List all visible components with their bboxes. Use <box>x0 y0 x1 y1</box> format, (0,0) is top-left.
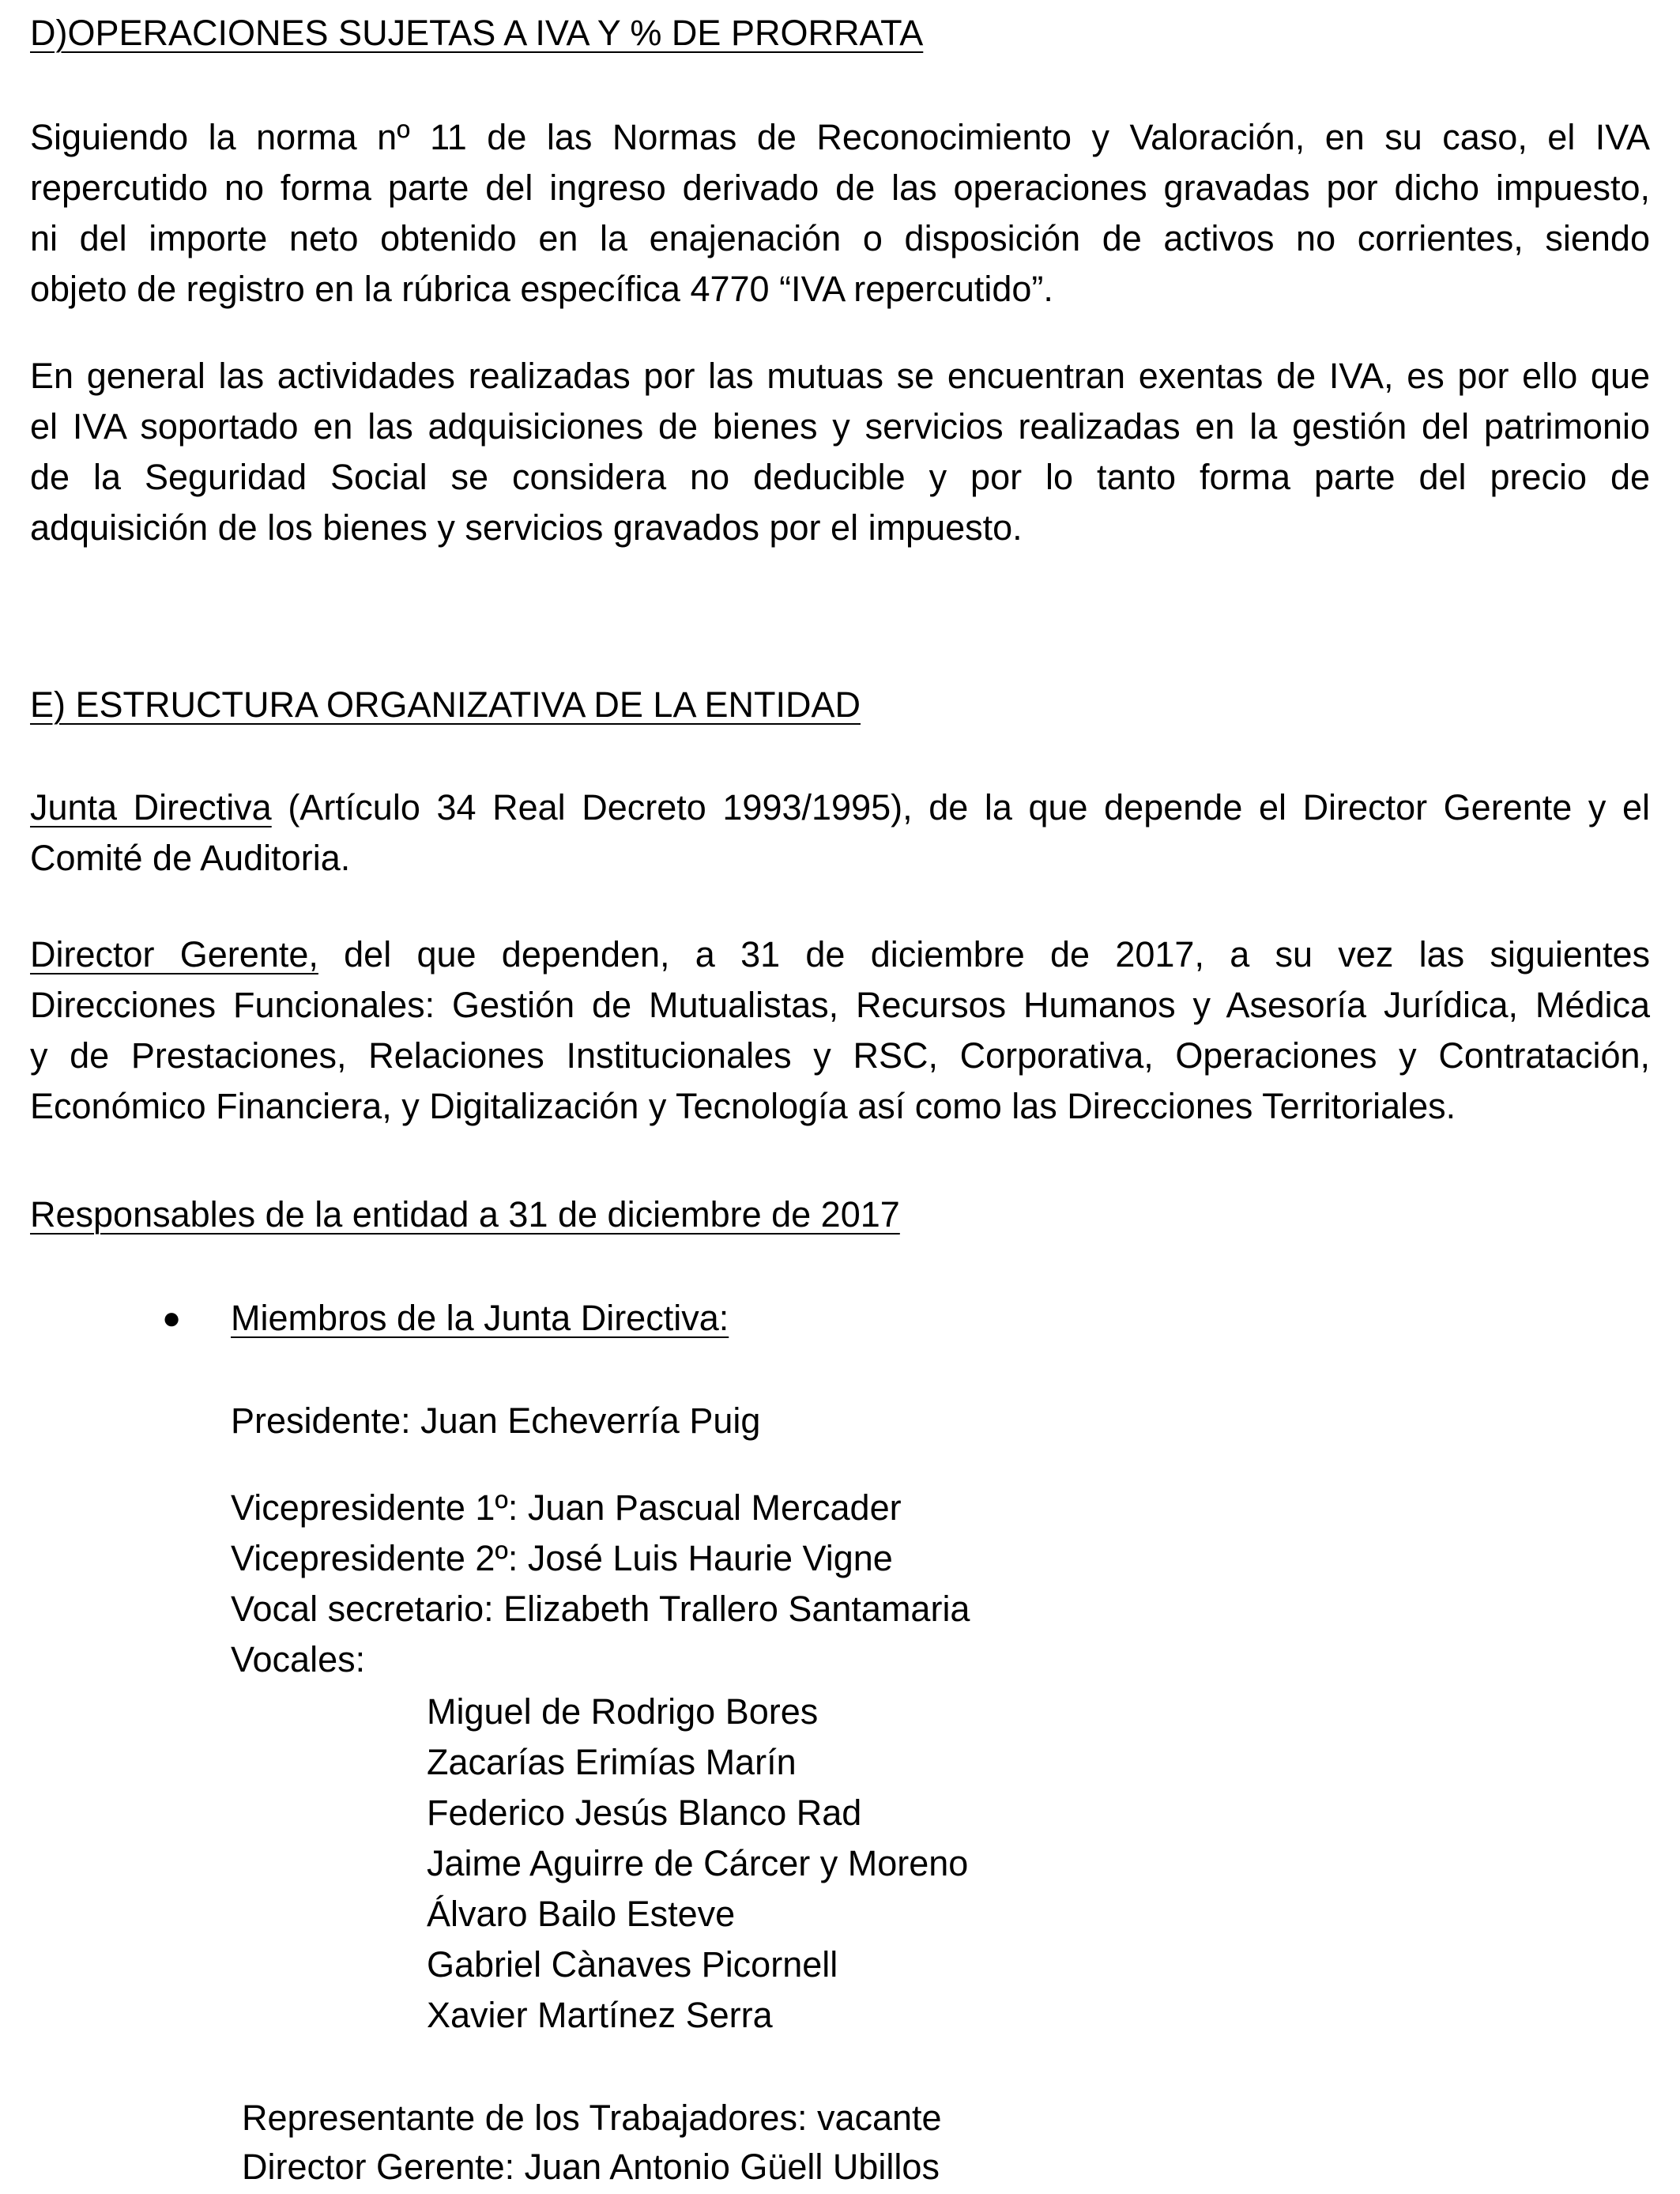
bullet-icon: ● <box>162 1301 182 1336</box>
responsables-heading: Responsables de la entidad a 31 de diciembre de 2017 <box>30 1194 900 1235</box>
miembros-heading: Miembros de la Junta Directiva: <box>231 1298 729 1338</box>
paragraph-line: y de Prestaciones, Relaciones Institucionales y RSC, Corporativa, Operaciones y Contratación, <box>30 1035 1650 1076</box>
vocal-name: Gabriel Cànaves Picornell <box>427 1944 838 1985</box>
paragraph-line: Siguiendo la norma nº 11 de las Normas de Reconocimiento y Valoración, en su caso, el IVA <box>30 117 1650 157</box>
paragraph-line: de la Seguridad Social se considera no deducible y por lo tanto forma parte del precio de <box>30 457 1650 497</box>
paragraph-line: Económico Financiera, y Digitalización y Tecnología así como las Direcciones Territoriales. <box>30 1086 1456 1126</box>
paragraph-line: En general las actividades realizadas por las mutuas se encuentran exentas de IVA, es por ello que <box>30 356 1650 396</box>
vocal-name: Xavier Martínez Serra <box>427 1995 773 2035</box>
cargo-line: Vicepresidente 2º: José Luis Haurie Vigne <box>231 1538 893 1578</box>
vocal-name: Álvaro Bailo Esteve <box>427 1894 736 1934</box>
presidente-line: Presidente: Juan Echeverría Puig <box>231 1400 761 1441</box>
section-d-heading: D)OPERACIONES SUJETAS A IVA Y % DE PRORRATA <box>30 13 924 53</box>
junta-directiva-paragraph <box>30 782 1650 833</box>
paragraph-line: adquisición de los bienes y servicios gravados por el impuesto. <box>30 507 1023 548</box>
director-gerente-label: Director Gerente, <box>30 934 318 974</box>
representante-line: Representante de los Trabajadores: vacante <box>242 2098 942 2138</box>
vocal-name: Miguel de Rodrigo Bores <box>427 1691 819 1732</box>
junta-directiva-label: Junta Directiva <box>30 787 272 827</box>
paragraph-line: el IVA soportado en las adquisiciones de bienes y servicios realizadas en la gestión del patrimonio <box>30 406 1650 447</box>
vocal-name: Jaime Aguirre de Cárcer y Moreno <box>427 1843 969 1883</box>
director-gerente-paragraph <box>30 929 1650 980</box>
paragraph-line: repercutido no forma parte del ingreso derivado de las operaciones gravadas por dicho impuesto, <box>30 168 1650 208</box>
paragraph-line: Direcciones Funcionales: Gestión de Mutualistas, Recursos Humanos y Asesoría Jurídica, Médica <box>30 985 1650 1025</box>
cargo-line: Vicepresidente 1º: Juan Pascual Mercader <box>231 1487 902 1528</box>
vocal-name: Federico Jesús Blanco Rad <box>427 1793 862 1833</box>
paragraph-line: ni del importe neto obtenido en la enajenación o disposición de activos no corrientes, siendo <box>30 218 1650 258</box>
director-gerente-line: Director Gerente: Juan Antonio Güell Ubillos <box>242 2147 940 2187</box>
cargo-line: Vocal secretario: Elizabeth Trallero Santamaria <box>231 1589 970 1629</box>
paragraph-line: Comité de Auditoria. <box>30 838 351 878</box>
cargo-line: Vocales: <box>231 1639 366 1679</box>
section-e-heading: E) ESTRUCTURA ORGANIZATIVA DE LA ENTIDAD <box>30 684 861 725</box>
junta-directiva-text: (Artículo 34 Real Decreto 1993/1995), de la que depende el Director Gerente y el <box>271 787 1650 827</box>
paragraph-line: objeto de registro en la rúbrica específica 4770 “IVA repercutido”. <box>30 269 1053 309</box>
director-gerente-text: del que dependen, a 31 de diciembre de 2017, a su vez las siguientes <box>318 934 1650 974</box>
vocal-name: Zacarías Erimías Marín <box>427 1742 797 1782</box>
